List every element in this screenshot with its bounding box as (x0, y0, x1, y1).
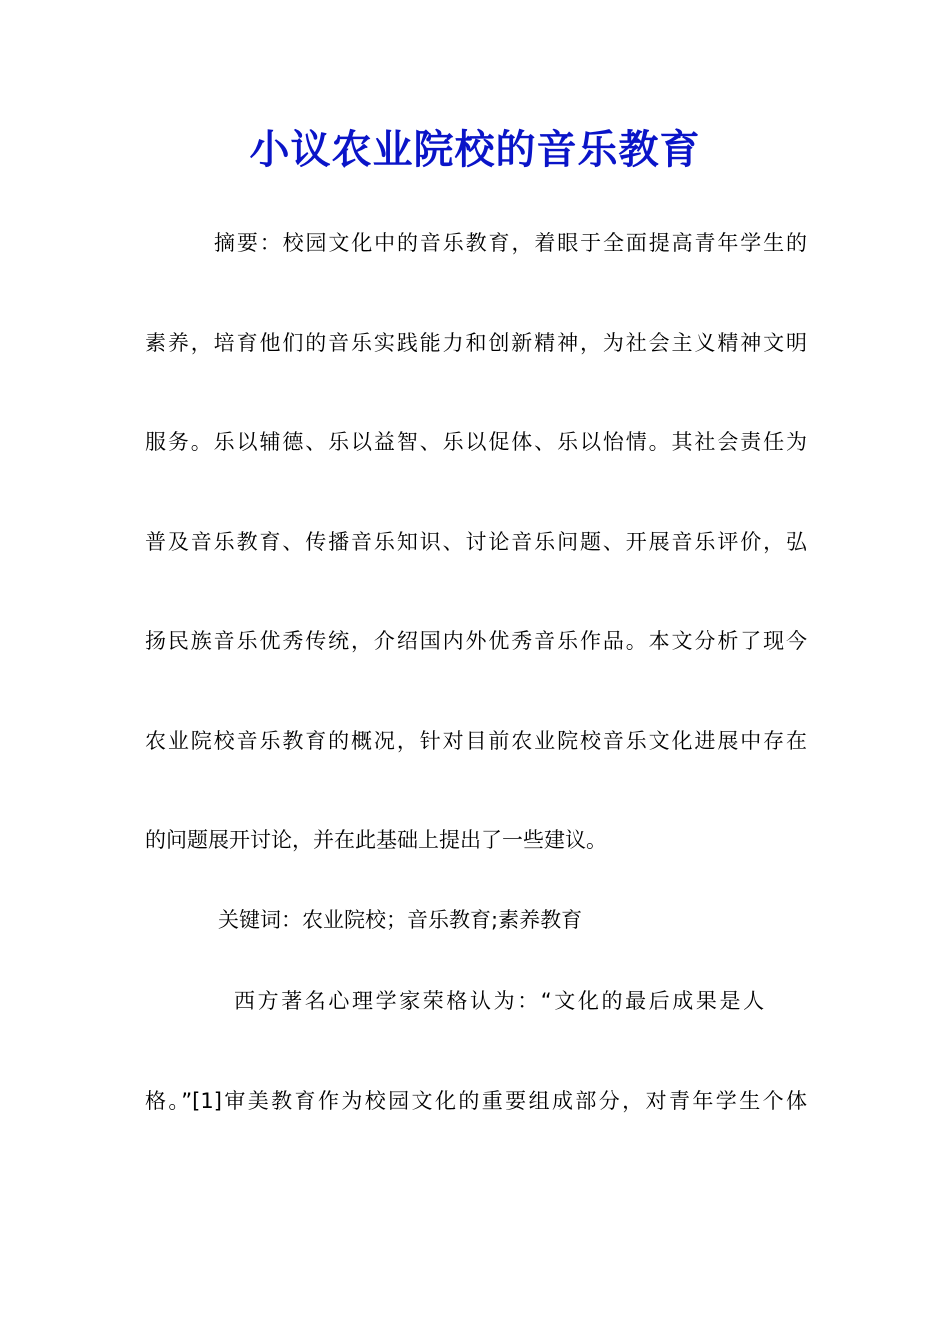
keywords: 关键词：农业院校；音乐教育;素养教育 (218, 908, 583, 932)
abstract-line: 服务。乐以辅德、乐以益智、乐以促体、乐以怡情。其社会责任为 (145, 430, 807, 454)
body-line: 西方著名心理学家荣格认为：“文化的最后成果是人 (234, 989, 767, 1013)
abstract-line: 普及音乐教育、传播音乐知识、讨论音乐问题、开展音乐评价，弘 (145, 530, 807, 554)
abstract-line: 的问题展开讨论，并在此基础上提出了一些建议。 (145, 828, 607, 852)
abstract-line: 扬民族音乐优秀传统，介绍国内外优秀音乐作品。本文分析了现今 (145, 629, 807, 653)
abstract-line: 农业院校音乐教育的概况，针对目前农业院校音乐文化进展中存在 (145, 729, 807, 753)
abstract-line: 素养，培育他们的音乐实践能力和创新精神，为社会主义精神文明 (145, 331, 807, 355)
abstract-line: 摘要：校园文化中的音乐教育，着眼于全面提高青年学生的 (214, 231, 807, 255)
document-title: 小议农业院校的音乐教育 (249, 126, 701, 173)
body-line: 格。”[1]审美教育作为校园文化的重要组成部分，对青年学生个体 (145, 1089, 807, 1113)
